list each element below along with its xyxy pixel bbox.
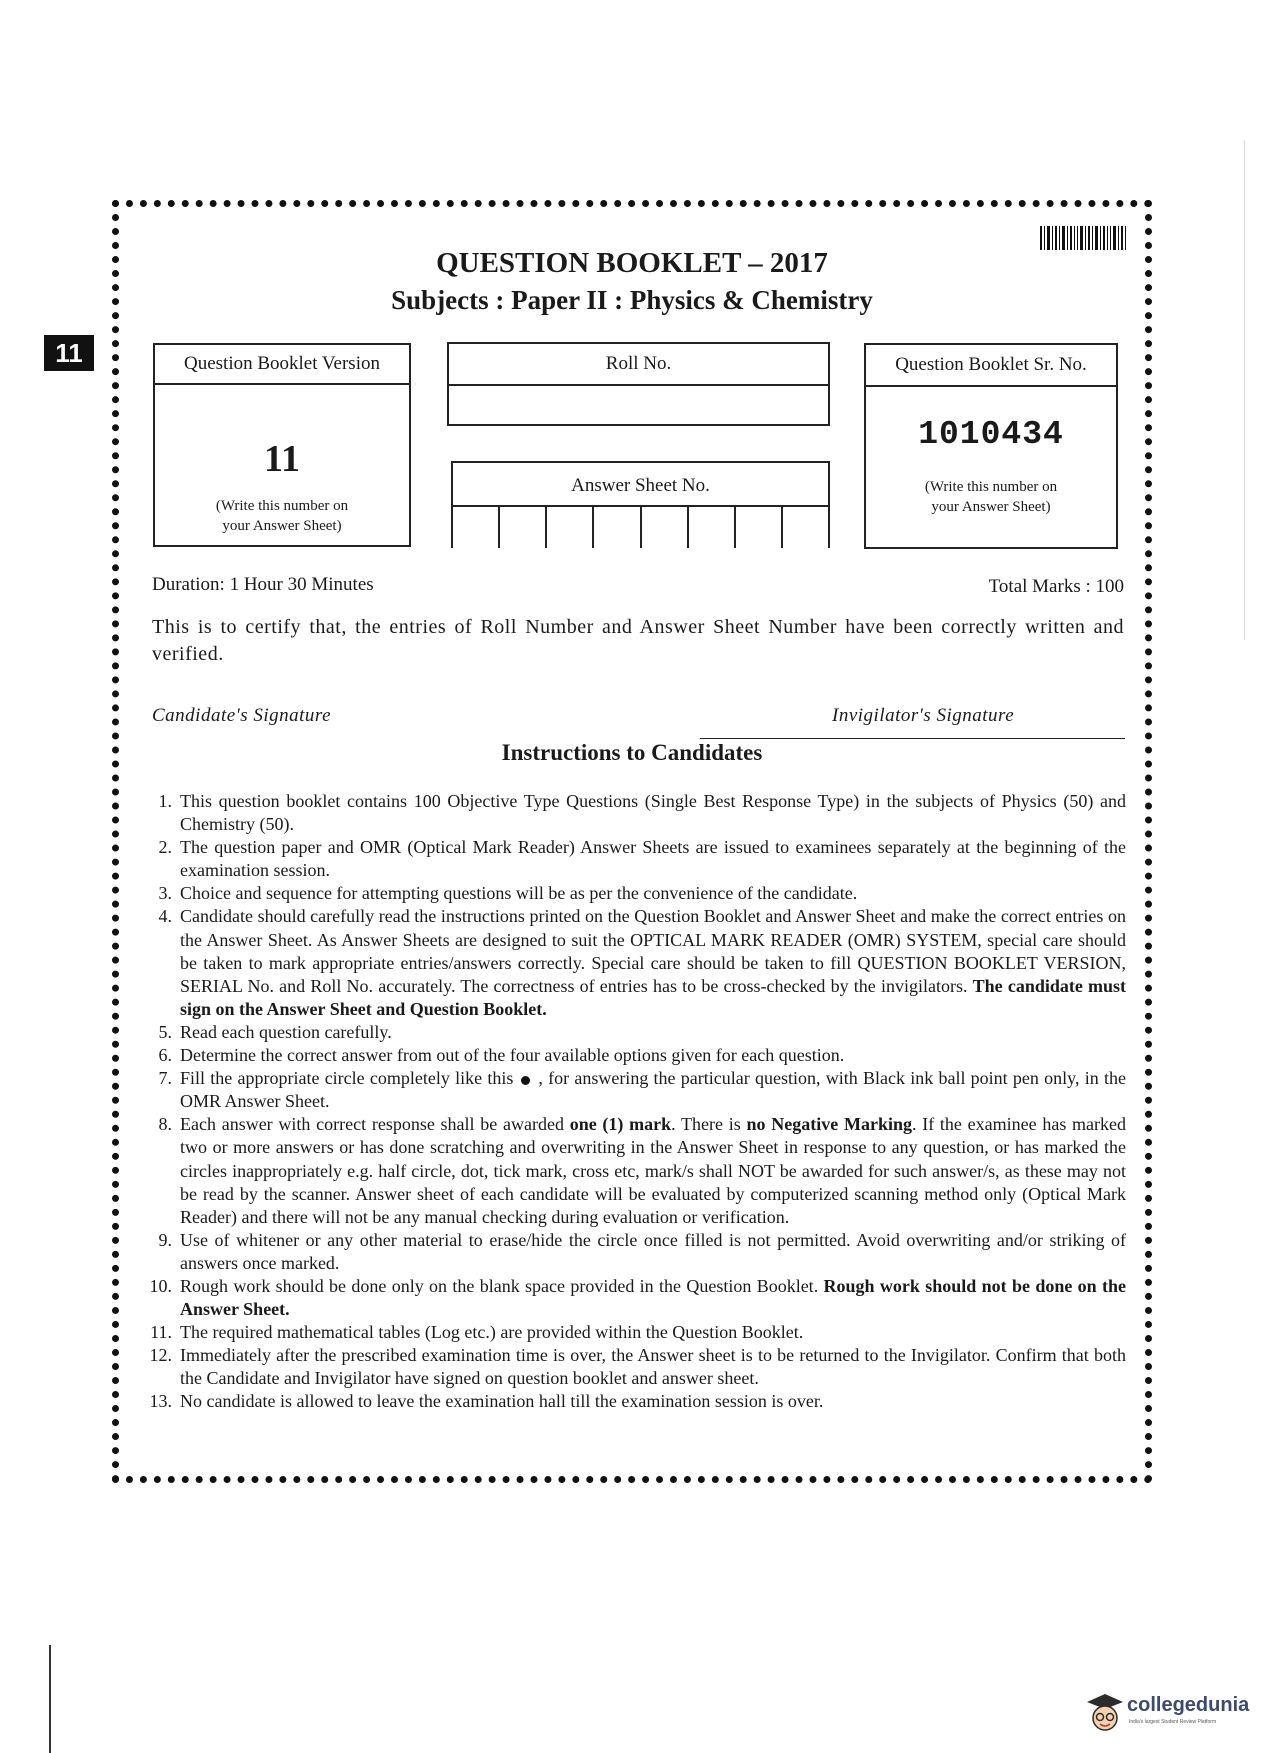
scan-edge-line [49,1645,51,1753]
instruction-number: 5. [158,1021,172,1042]
instruction-number: 7. [158,1068,172,1089]
instruction-text [180,1113,1126,1228]
watermark-tagline: India's largest Student Review Platform [1129,1719,1217,1725]
instruction-item [138,1390,1126,1413]
instruction-text [180,1275,1126,1321]
instruction-text: Use of whitener or any other material to erase/hide the circle once filled is not permitted. Avoid overwriting and/or striking of answers once marked. [180,1229,1126,1273]
instruction-text: No candidate is allowed to leave the examination hall till the examination session is over. [180,1391,824,1412]
instruction-text-part: Rough work should be done only on the blank space provided in the Question Booklet. [180,1275,819,1296]
instruction-item [138,790,1126,836]
answer-sheet-cell[interactable] [781,507,830,548]
instruction-number: 12. [149,1345,172,1366]
instruction-text: The required mathematical tables (Log etc.) are provided within the Question Booklet. [180,1322,804,1343]
instruction-emphasis: one (1) mark [569,1114,672,1135]
instruction-item [138,1344,1126,1390]
answer-sheet-cell[interactable] [687,507,734,548]
serial-note [866,477,1116,517]
instruction-text-part: . There is [671,1114,741,1135]
instruction-text-part: Each answer with correct response shall be awarded [180,1114,564,1135]
student-mascot-icon [1085,1692,1125,1736]
candidate-signature-label: Candidate's Signature [152,705,332,726]
answer-sheet-cell[interactable] [545,507,592,548]
instruction-emphasis: Rough work should not be done on the Answer Sheet. [180,1275,1127,1320]
answer-sheet-cell[interactable] [592,507,639,548]
version-note [155,496,409,536]
scan-edge-line-right [1244,140,1245,640]
instruction-item [138,1021,1126,1044]
instruction-text-part: Candidate should carefully read the instructions printed on the Question Booklet and Answer Sheet and make the correct entries on the Answer Sheet. As Answer Sheets are designed to suit the OPTICAL MARK READER (OMR) SYSTEM, special care should be taken to mark appropriate entries/answers correctly. Special care should be taken to fill QUESTION BOOKLET VERSION, SERIAL No. and Roll No. accurately. The correctness of entries has to be cross-checked by the invigilators. [180,906,1126,996]
filled-circle-icon [521,1076,530,1085]
instruction-number: 4. [158,906,172,927]
booklet-version-tab: 11 [44,335,94,371]
instruction-number: 8. [158,1114,172,1135]
instruction-item [138,1113,1126,1228]
answer-sheet-cell[interactable] [734,507,781,548]
serial-number-label: Question Booklet Sr. No. [866,345,1116,387]
instruction-item [138,1229,1126,1275]
answer-sheet-cell[interactable] [640,507,687,548]
version-note-line1: (Write this number on [215,498,349,514]
serial-note-line2: your Answer Sheet) [931,499,1051,515]
signature-rule [700,738,1125,739]
watermark-name: collegedunia [1127,1694,1250,1716]
instruction-text: Choice and sequence for attempting questions will be as per the convenience of the candidate. [180,883,858,904]
instruction-text: This question booklet contains 100 Objective Type Questions (Single Best Response Type) in the subjects of Physics (50) and Chemistry (50). [180,791,1126,835]
instruction-emphasis: no Negative Marking [746,1114,912,1135]
answer-sheet-cell[interactable] [451,507,498,548]
instruction-text: Determine the correct answer from out of the four available options given for each question. [180,1045,845,1066]
roll-number-label: Roll No. [449,344,828,386]
instruction-number: 6. [158,1045,172,1066]
instruction-text-part: , for answering the particular question, with Black ink ball point pen only, in the OMR Answer Sheet. [180,1068,1126,1112]
instruction-number: 2. [158,837,172,858]
instruction-number: 10. [149,1275,172,1296]
answer-sheet-number-label: Answer Sheet No. [571,475,710,496]
instructions-list [138,790,1126,1414]
instruction-text [180,1067,1126,1113]
serial-number-value: 1010434 [918,416,1064,453]
version-box [153,343,411,547]
booklet-title: QUESTION BOOKLET – 2017 [436,247,828,279]
exam-duration: Duration: 1 Hour 30 Minutes [152,574,374,595]
instruction-number: 11. [150,1322,172,1343]
roll-number-box[interactable] [447,342,830,426]
instruction-item [138,836,1126,882]
instruction-text: Read each question carefully. [180,1021,392,1042]
instruction-item [138,1067,1126,1113]
instruction-text: The question paper and OMR (Optical Mark Reader) Answer Sheets are issued to examinees separately at the beginning of the examination session. [180,837,1126,881]
instruction-text: Immediately after the prescribed examination time is over, the Answer sheet is to be returned to the Invigilator. Confirm that both the Candidate and Invigilator have signed on question booklet and answer sheet. [180,1345,1126,1389]
instruction-text [180,905,1126,1020]
instruction-text-part: . If the examinee has marked two or more answers or has done scratching and overwriting in the Answer Sheet in response to any question, or has marked the circles inappropriately e.g. half circle, dot, tick mark, cross etc, mark/s shall NOT be awarded for such answer/s, as these may not be read by the scanner. Answer sheet of each candidate will be evaluated by computerized scanning method only (Optical Mark Reader) and there will not be any manual checking during evaluation or verification. [180,1114,1127,1227]
instruction-text-part: Fill the appropriate circle completely like this [180,1068,514,1089]
answer-sheet-number-box [451,461,830,507]
instruction-item [138,1275,1126,1321]
invigilator-signature-label: Invigilator's Signature [832,705,1015,726]
instruction-number: 3. [158,883,172,904]
instruction-item [138,905,1126,1020]
serial-note-line1: (Write this number on [924,479,1058,495]
booklet-subtitle: Subjects : Paper II : Physics & Chemistry [391,285,873,315]
instruction-item [138,882,1126,905]
instruction-emphasis: The candidate must sign on the Answer Sheet and Question Booklet. [180,975,1127,1019]
instruction-number: 9. [158,1229,172,1250]
serial-number-box [864,343,1118,549]
instruction-number: 13. [149,1391,172,1412]
version-box-label: Question Booklet Version [155,345,409,385]
collegedunia-watermark [1085,1690,1255,1740]
instruction-number: 1. [158,791,172,811]
answer-sheet-cell[interactable] [498,507,545,548]
instruction-item [138,1044,1126,1067]
certification-statement: This is to certify that, the entries of Roll Number and Answer Sheet Number have been correctly written and verified. [152,616,1124,665]
version-value: 11 [264,438,300,480]
version-note-line2: your Answer Sheet) [222,518,342,534]
answer-sheet-number-cells[interactable] [451,505,830,548]
total-marks: Total Marks : 100 [988,576,1124,597]
instruction-item [138,1321,1126,1344]
instructions-heading: Instructions to Candidates [501,740,763,765]
